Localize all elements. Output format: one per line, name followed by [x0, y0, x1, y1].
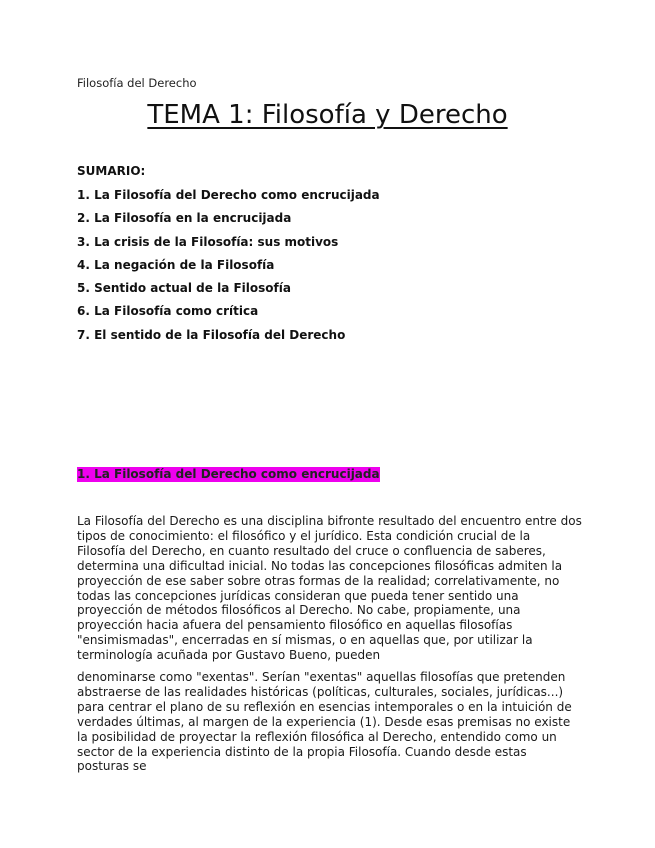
document-title: TEMA 1: Filosofía y Derecho — [147, 100, 508, 130]
running-header: Filosofía del Derecho — [77, 76, 197, 90]
body-paragraph: denominarse como "exentas". Serían "exentas" aquellas filosofías que pretenden abstraerse de las realidades históricas (políticas, culturales, sociales, jurídicas...) para centrar el plano de su reflexión en esencias intemporales o en la intuición de verdades últimas, al margen de la experiencia (1). Desde esas premisas no existe la posibilidad de proyectar la reflexión filosófica al Derecho, entendido como un sector de la experiencia distinto de la propia Filosofía. Cuando desde estas posturas se — [77, 670, 572, 774]
summary-item: 4. La negación de la Filosofía — [77, 257, 275, 272]
summary-item: 2. La Filosofía en la encrucijada — [77, 211, 292, 226]
summary-item: 6. La Filosofía como crítica — [77, 304, 259, 319]
summary-item: 7. El sentido de la Filosofía del Derecho — [77, 327, 346, 342]
summary-label: SUMARIO: — [77, 164, 146, 178]
summary-list — [77, 187, 380, 350]
body-paragraph: La Filosofía del Derecho es una disciplina bifronte resultado del encuentro entre dos tipos de conocimiento: el filosófico y el jurídico. Esta condición crucial de la Filosofía del Derecho, en cuanto resultado del cruce o confluencia de saberes, determina una dificultad inicial. No todas las concepciones filosóficas admiten la proyección de ese saber sobre otras formas de la realidad; correlativamente, no todas las concepciones jurídicas consideran que pueda tener sentido una proyección de métodos filosóficos al Derecho. No cabe, propiamente, una proyección hacia afuera del pensamiento filosófico en aquellas filosofías "ensimismadas", encerradas en sí mismas, o en aquellas que, por utilizar la terminología acuñada por Gustavo Bueno, pueden — [77, 514, 582, 663]
summary-item: 5. Sentido actual de la Filosofía — [77, 281, 291, 296]
summary-item: 1. La Filosofía del Derecho como encrucijada — [77, 188, 380, 202]
summary-item: 3. La crisis de la Filosofía: sus motivos — [77, 234, 339, 249]
section-heading: 1. La Filosofía del Derecho como encrucijada — [77, 467, 380, 481]
